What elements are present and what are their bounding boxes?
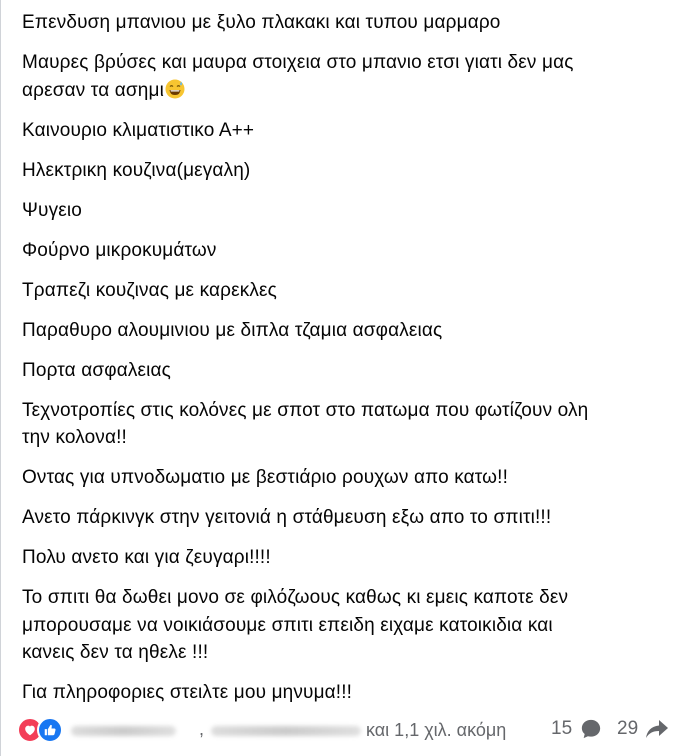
blurred-name: [211, 726, 361, 736]
post-paragraph: [22, 197, 668, 225]
post-body: [22, 9, 668, 719]
post-paragraph: [22, 317, 668, 345]
post-text-line: Πολυ ανετο και για ζευγαρι!!!!: [22, 547, 271, 568]
shares-count: 29: [617, 718, 639, 739]
post-paragraph: [22, 237, 668, 265]
post-text-line: την κολονα!!: [22, 427, 127, 448]
blurred-name: [71, 726, 176, 736]
shares-count-button[interactable]: [617, 718, 669, 744]
post-paragraph: [22, 157, 668, 185]
post-text-line-wrap: [22, 77, 668, 105]
post-paragraph: [22, 9, 668, 37]
post-paragraph: [22, 584, 668, 667]
post-paragraph: [22, 277, 668, 305]
post-text-line: Ανετο πάρκινγκ στην γειτονιά η στάθμευση εξω απο το σπιτι!!!: [22, 507, 552, 528]
comments-count-button[interactable]: [551, 718, 602, 744]
like-reaction-icon: [37, 717, 63, 743]
comment-bubble-icon: [580, 718, 602, 740]
post-footer: [1, 712, 678, 748]
post-text-line: Πορτα ασφαλειας: [22, 359, 171, 381]
post-text-line: Ηλεκτρικη κουζινα(μεγαλη): [22, 159, 251, 181]
post-paragraph: [22, 397, 668, 452]
post-text-line: Τεχνοτροπίες στις κολόνες με σποτ στο πατωμα που φωτίζουν ολη: [22, 399, 589, 421]
post-paragraph: [22, 504, 668, 532]
post-text: αρεσαν τα ασημι: [22, 79, 164, 101]
post-text-line: κανεις δεν τα ηθελε !!!: [22, 642, 209, 663]
post-text-line: Τραπεζι κουζινας με καρεκλες: [22, 279, 277, 301]
post-text-line: Μαυρες βρύσες και μαυρα στοιχεια στο μπανιο ετσι γιατι δεν μας: [22, 52, 574, 73]
reactor-names-blurred[interactable]: [71, 719, 361, 741]
name-separator: ,: [199, 719, 205, 739]
post-text-line: Επενδυση μπανιου με ξυλο πλακακι και τυπου μαρμαρο: [22, 12, 501, 33]
comments-count: 15: [551, 718, 573, 739]
post-text-line: μπορουσαμε να νοικιάσουμε σπιτι επειδη ειχαμε κατοικιδια και: [22, 614, 553, 636]
post-paragraph: [22, 117, 668, 145]
post-paragraph: [22, 357, 668, 385]
post-text-line: Φούρνο μικροκυμάτων: [22, 239, 217, 261]
post-text-line: Για πληροφοριες στειλτε μου μηνυμα!!!: [22, 682, 353, 703]
post-text-line: Καινουριο κλιματιστικο Α++: [22, 119, 255, 141]
post-paragraph: [22, 464, 668, 492]
post-paragraph: [22, 544, 668, 572]
share-arrow-icon: [645, 718, 669, 740]
post-text-line: Ψυγειο: [22, 199, 82, 221]
post-text-line: Παραθυρο αλουμινιου με διπλα τζαμια ασφαλειας: [22, 319, 443, 341]
others-reactions-text[interactable]: και 1,1 χιλ. ακόμη: [366, 720, 507, 740]
grinning-sweat-emoji-icon: [165, 79, 185, 99]
post-paragraph: [22, 49, 668, 104]
post-paragraph: [22, 679, 668, 707]
reaction-icons[interactable]: [17, 718, 67, 742]
post-text-line: Οντας για υπνοδωματιο με βεστιάριο ρουχων απο κατω!!: [22, 467, 509, 488]
post-text-line: Το σπιτι θα δωθει μονο σε φιλόζωους καθως κι εμεις καποτε δεν: [22, 587, 569, 608]
